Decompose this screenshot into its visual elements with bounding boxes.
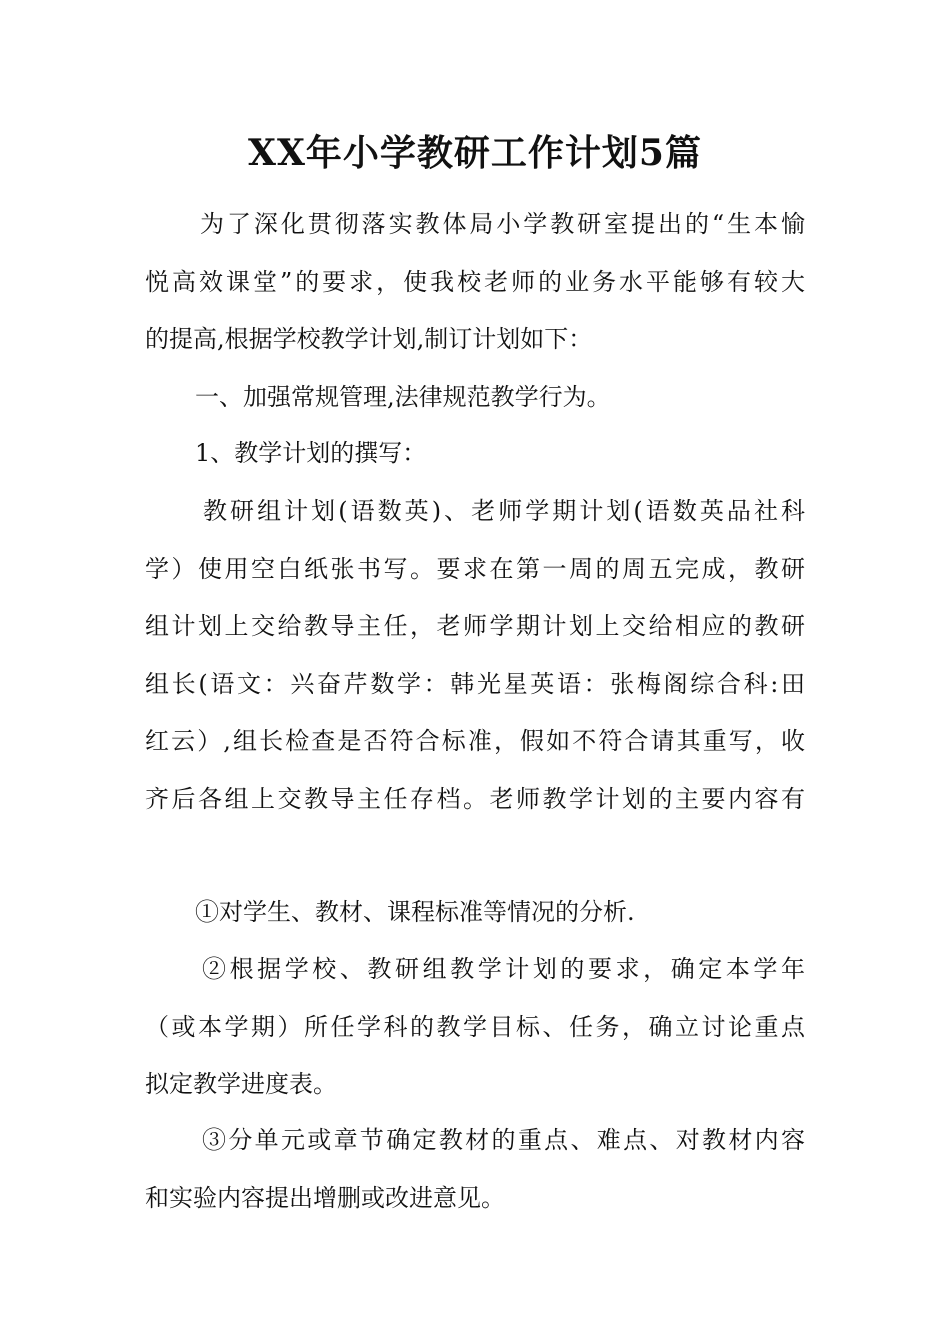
plan-line-4: 组长(语文：兴奋芹数学：韩光星英语：张梅阁综合科:田 xyxy=(145,669,805,698)
intro-line-3: 的提高,根据学校教学计划,制订计划如下： xyxy=(145,325,593,353)
intro-line-2: 悦高效课堂”的要求，使我校老师的业务水平能够有较大 xyxy=(145,267,805,296)
document-title: XX年小学教研工作计划5篇 xyxy=(248,132,702,174)
list-item-2 xyxy=(145,941,805,1114)
intro-paragraph xyxy=(145,196,805,369)
list-item-3-line-2: 和实验内容提出增删或改进意见。 xyxy=(145,1183,505,1212)
list-item-3-line-1: ③分单元或章节确定教材的重点、难点、对教材内容 xyxy=(202,1126,805,1154)
plan-line-6: 齐后各组上交教导主任存档。老师教学计划的主要内容有 xyxy=(145,784,805,813)
section-heading-1 xyxy=(145,369,805,427)
list-item-2-line-1: ②根据学校、教研组教学计划的要求，确定本学年 xyxy=(202,955,805,983)
plan-paragraph xyxy=(145,483,805,828)
list-item-3 xyxy=(145,1112,805,1227)
intro-line-1: 为了深化贯彻落实教体局小学教研室提出的“生本愉 xyxy=(200,210,805,238)
list-item-2-line-2: （或本学期）所任学科的教学目标、任务，确立讨论重点 xyxy=(145,1012,805,1041)
plan-line-2: 学）使用空白纸张书写。要求在第一周的周五完成，教研 xyxy=(145,554,805,583)
plan-line-1: 教研组计划(语数英)、老师学期计划(语数英品社科 xyxy=(203,497,805,525)
list-item-2-line-3: 拟定教学进度表。 xyxy=(145,1070,337,1098)
plan-line-5: 红云）,组长检查是否符合标准，假如不符合请其重写，收 xyxy=(145,727,805,755)
list-item-1-text: ①对学生、教材、课程标准等情况的分析. xyxy=(195,898,635,926)
subsection-heading-1-text: 1、教学计划的撰写： xyxy=(195,439,427,467)
plan-line-3: 组计划上交给教导主任，老师学期计划上交给相应的教研 xyxy=(145,612,805,640)
section-heading-1-text: 一、加强常规管理,法律规范教学行为。 xyxy=(195,383,611,411)
list-item-1 xyxy=(145,884,805,942)
subsection-heading-1 xyxy=(145,425,805,483)
